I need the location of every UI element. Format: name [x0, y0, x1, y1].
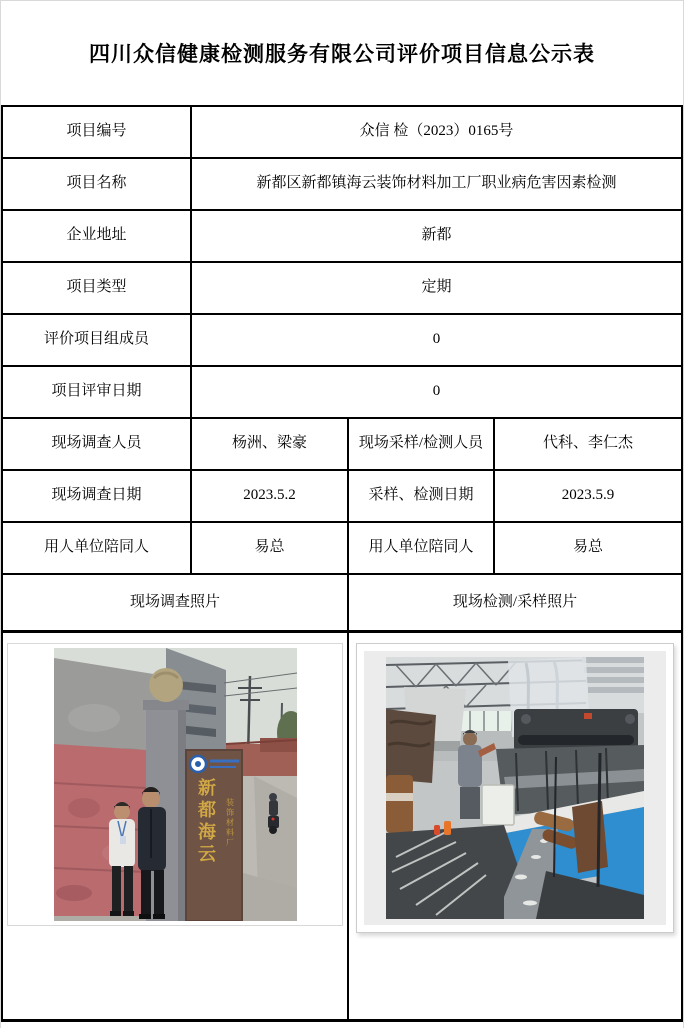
row-label-survey-staff: 现场调查人员 — [3, 419, 192, 471]
photo-header-row — [3, 575, 681, 633]
sampling-photo-mat — [364, 651, 666, 925]
table-row — [3, 211, 681, 263]
photo-row — [3, 633, 681, 1019]
row-value-sampling-staff: 代科、李仁杰 — [495, 419, 681, 471]
row-value-survey-staff: 杨洲、梁豪 — [192, 419, 349, 471]
table-row — [3, 263, 681, 315]
row-value-review-date: 0 — [192, 367, 681, 419]
row-value-survey-date: 2023.5.2 — [192, 471, 349, 523]
site-survey-photo — [54, 648, 297, 921]
survey-photo-cell — [3, 633, 349, 1019]
row-value-project-number: 众信 检（2023）0165号 — [192, 107, 681, 159]
row-label-project-number: 项目编号 — [3, 107, 192, 159]
table-row — [3, 159, 681, 211]
row-label-employer-escort-2: 用人单位陪同人 — [349, 523, 495, 575]
gate-sign-text: 新都海云 — [195, 778, 216, 866]
table-row — [3, 523, 681, 575]
row-label-review-date: 项目评审日期 — [3, 367, 192, 419]
row-label-project-type: 项目类型 — [3, 263, 192, 315]
row-label-survey-date: 现场调查日期 — [3, 471, 192, 523]
survey-photo-frame — [7, 643, 343, 926]
title-area — [1, 1, 683, 105]
row-value-sampling-date: 2023.5.9 — [495, 471, 681, 523]
gate-sign-side-text: 装饰材料厂 — [225, 798, 234, 848]
row-label-sampling-staff: 现场采样/检测人员 — [349, 419, 495, 471]
info-table — [1, 105, 683, 1022]
table-row — [3, 367, 681, 419]
row-value-company-address: 新都 — [192, 211, 681, 263]
table-row — [3, 107, 681, 159]
table-row — [3, 419, 681, 471]
row-value-team-members: 0 — [192, 315, 681, 367]
photo-header-survey: 现场调查照片 — [3, 575, 349, 633]
sampling-photo-cell — [349, 633, 681, 1019]
row-value-project-type: 定期 — [192, 263, 681, 315]
site-sampling-photo — [386, 657, 644, 919]
row-label-project-name: 项目名称 — [3, 159, 192, 211]
row-label-employer-escort-1: 用人单位陪同人 — [3, 523, 192, 575]
row-label-company-address: 企业地址 — [3, 211, 192, 263]
sampling-photo-card — [356, 643, 674, 933]
page-title: 四川众信健康检测服务有限公司评价项目信息公示表 — [89, 43, 595, 66]
row-value-project-name: 新都区新都镇海云装饰材料加工厂职业病危害因素检测 — [192, 159, 681, 211]
table-row — [3, 471, 681, 523]
row-value-employer-escort-2: 易总 — [495, 523, 681, 575]
table-row — [3, 315, 681, 367]
row-label-team-members: 评价项目组成员 — [3, 315, 192, 367]
row-value-employer-escort-1: 易总 — [192, 523, 349, 575]
row-label-sampling-date: 采样、检测日期 — [349, 471, 495, 523]
photo-header-sampling: 现场检测/采样照片 — [349, 575, 681, 633]
